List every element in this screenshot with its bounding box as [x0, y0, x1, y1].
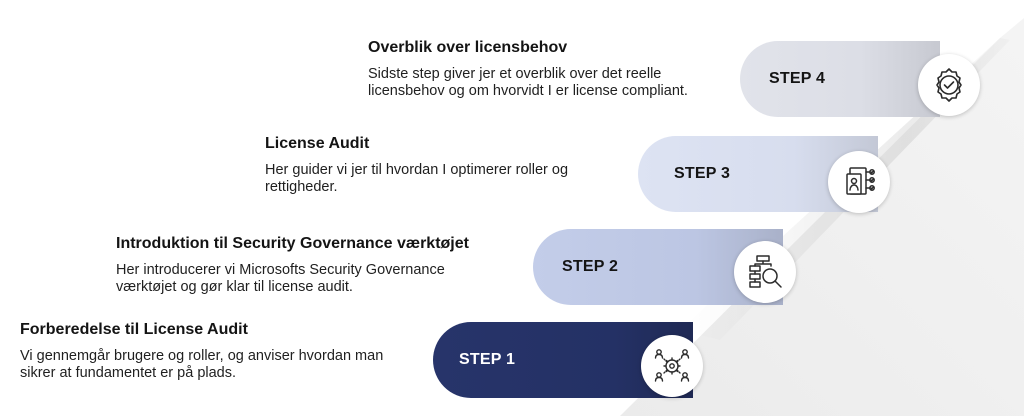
step-2-title: Introduktion til Security Governance værktøjet: [116, 235, 469, 252]
step-4-title: Overblik over licensbehov: [368, 39, 568, 56]
user-checklist-icon: [839, 162, 879, 202]
step-1-label: STEP 1: [459, 351, 516, 368]
step-4-text: [368, 38, 720, 100]
gear-check-icon: [929, 65, 969, 105]
step-1-title: Forberedelse til License Audit: [20, 321, 248, 338]
step-1-text: [20, 320, 420, 382]
step-3-title: License Audit: [265, 135, 370, 152]
step-1-description: Vi gennemgår brugere og roller, og anviser hvordan man sikrer at fundamentet er på plads.: [20, 348, 384, 381]
step-3-icon-circle: [828, 151, 890, 213]
people-gear-icon: [652, 346, 692, 386]
step-2-icon-circle: [734, 241, 796, 303]
step-1-icon-circle: [641, 335, 703, 397]
step-4-pill: [740, 41, 940, 117]
step-2-description: Her introducerer vi Microsofts Security Governance værktøjet og gør klar til license audit.: [116, 262, 445, 295]
step-2-text: [116, 234, 506, 296]
step-3-text: [265, 134, 625, 196]
step-3-description: Her guider vi jer til hvordan I optimerer roller og rettigheder.: [265, 162, 569, 195]
step-4-description: Sidste step giver jer et overblik over det reelle licensbehov og om hvorvidt I er license compliant.: [368, 66, 688, 99]
step-3-label: STEP 3: [674, 165, 731, 182]
step-4-icon-circle: [918, 54, 980, 116]
step-4-label: STEP 4: [769, 70, 826, 87]
magnify-structure-icon: [745, 252, 785, 292]
step-2-label: STEP 2: [562, 258, 619, 275]
